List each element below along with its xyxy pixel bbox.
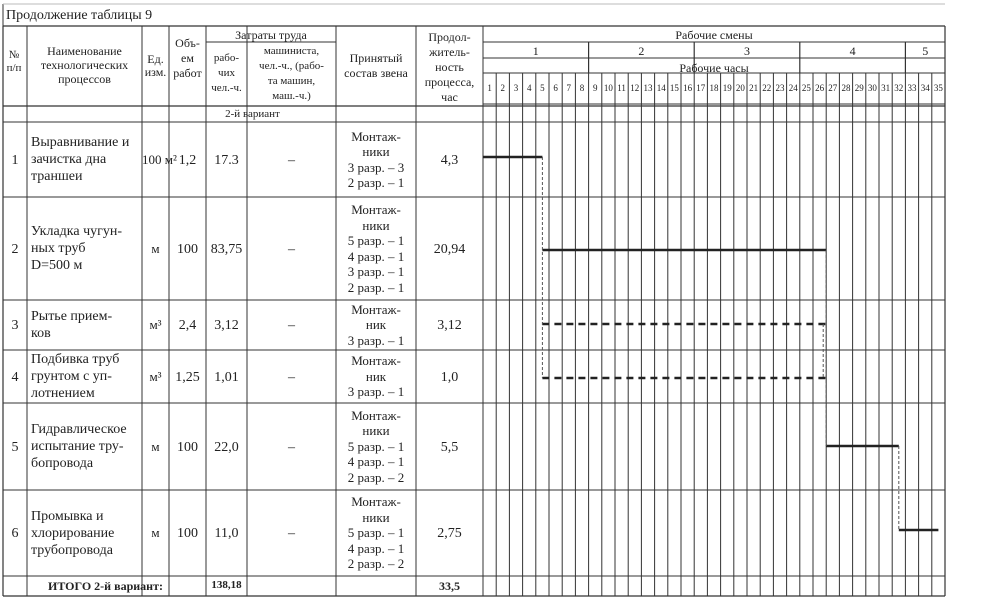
shift-number: 2 [638, 44, 645, 58]
hour-number: 12 [630, 83, 640, 93]
row-crew: Монтаж- ники 5 разр. – 1 4 разр. – 1 2 разр. – 2 [347, 494, 405, 572]
hour-number: 21 [749, 83, 759, 93]
row-process-name: Укладка чугун- ных труб D=500 м [31, 224, 123, 273]
hour-number: 4 [526, 83, 532, 93]
row-unit: 100 м² [142, 151, 177, 167]
row-number: 5 [11, 439, 19, 455]
hour-number: 11 [617, 83, 626, 93]
row-workers: 83,75 [210, 241, 243, 257]
row-duration: 5,5 [440, 439, 459, 455]
hour-number: 16 [683, 83, 693, 93]
row-crew: Монтаж- ник 3 разр. – 1 [347, 301, 405, 348]
header-duration: Продол- житель- ность процесса, час [424, 30, 475, 104]
header-crew: Принятый состав звена [344, 51, 408, 80]
row-process-name: Рытье прием- ков [31, 309, 113, 341]
hour-number: 9 [592, 83, 598, 93]
hour-number: 35 [933, 83, 943, 93]
row-process-name: Выравнивание и зачистка дна траншеи [31, 135, 130, 184]
row-unit: м³ [149, 317, 162, 332]
row-crew: Монтаж- ники 5 разр. – 1 4 разр. – 1 3 разр. – 1 2 разр. – 1 [347, 202, 405, 295]
hour-number: 32 [894, 83, 904, 93]
row-workers: 1,01 [214, 369, 239, 385]
row-number: 6 [11, 526, 19, 541]
header-machinist: машиниста, чел.-ч., (рабо- та машин, маш.-ч.) [259, 45, 324, 102]
row-duration: 3,12 [437, 318, 462, 333]
hour-number: 25 [801, 83, 811, 93]
shift-number: 5 [922, 44, 929, 58]
hour-number: 33 [907, 83, 917, 93]
table-caption: Продолжение таблицы 9 [6, 8, 153, 23]
row-unit: м [151, 525, 160, 540]
hour-number: 20 [735, 83, 745, 93]
row-volume: 100 [177, 241, 198, 257]
total-label: ИТОГО 2-й вариант: [48, 579, 163, 593]
hour-number: 6 [553, 83, 558, 93]
hour-number: 19 [722, 83, 732, 93]
total-duration: 33,5 [439, 579, 460, 593]
row-machinist: – [288, 241, 295, 257]
row-machinist: – [288, 439, 295, 455]
hour-number: 27 [828, 83, 838, 93]
row-machinist: – [288, 369, 295, 385]
header-volume: Объ- ем работ [173, 36, 202, 80]
header-shifts-title: Рабочие смены [675, 28, 753, 42]
hour-number: 3 [513, 83, 519, 93]
row-unit: м [151, 240, 160, 256]
row-number: 1 [11, 152, 19, 168]
row-duration: 2,75 [437, 526, 462, 541]
hour-number: 22 [762, 83, 772, 93]
row-duration: 4,3 [440, 152, 459, 168]
header-unit: Ед. изм. [144, 52, 167, 79]
hour-number: 28 [841, 83, 851, 93]
hour-number: 14 [656, 83, 666, 93]
row-unit: м [151, 438, 160, 454]
header-workers: рабо- чих чел.-ч. [211, 52, 242, 94]
shift-number: 4 [849, 44, 856, 58]
hour-number: 1 [487, 83, 492, 93]
row-workers: 22,0 [214, 439, 239, 455]
total-workers: 138,18 [211, 579, 242, 591]
hour-number: 5 [540, 83, 545, 93]
header-num: № п/п [6, 49, 22, 74]
row-process-name: Гидравлическое испытание тру- бопровода [31, 422, 127, 471]
hour-number: 26 [815, 83, 825, 93]
hour-number: 23 [775, 83, 785, 93]
row-volume: 1,25 [175, 369, 200, 385]
row-volume: 1,2 [178, 152, 197, 168]
header-process-name: Наименование технологических процессов [40, 44, 129, 86]
row-crew: Монтаж- ники 5 разр. – 1 4 разр. – 1 2 разр. – 2 [347, 407, 405, 485]
hour-number: 2 [500, 83, 506, 93]
row-unit: м³ [149, 368, 162, 384]
header-hours-title: Рабочие часы [679, 61, 749, 75]
row-volume: 100 [177, 526, 198, 541]
row-machinist: – [288, 526, 295, 541]
row-duration: 20,94 [433, 241, 466, 257]
row-number: 2 [11, 241, 19, 257]
hour-number: 15 [669, 83, 679, 93]
row-crew: Монтаж- ники 3 разр. – 3 2 разр. – 1 [347, 128, 405, 190]
row-machinist: – [288, 152, 295, 168]
shift-number: 3 [743, 44, 750, 58]
header-labor: Затраты труда [235, 28, 307, 42]
hour-number: 34 [920, 83, 930, 93]
row-volume: 2,4 [178, 318, 197, 333]
row-process-name: Подбивка труб грунтом с уп- лотнением [31, 352, 120, 401]
hour-number: 13 [643, 83, 653, 93]
row-volume: 100 [177, 439, 198, 455]
row-duration: 1,0 [440, 369, 459, 385]
row-workers: 11,0 [214, 526, 239, 541]
hour-number: 10 [603, 83, 613, 93]
shift-number: 1 [532, 44, 539, 58]
row-process-name: Промывка и хлорирование трубопровода [31, 508, 115, 558]
hour-number: 24 [788, 83, 798, 93]
hour-number: 29 [854, 83, 864, 93]
hour-number: 31 [881, 83, 891, 93]
variant-label: 2-й вариант [225, 108, 280, 120]
row-number: 4 [11, 369, 19, 385]
row-workers: 3,12 [214, 318, 239, 333]
row-machinist: – [288, 318, 295, 333]
hour-number: 7 [566, 83, 572, 93]
hour-number: 30 [867, 83, 877, 93]
hour-number: 18 [709, 83, 719, 93]
row-number: 3 [11, 318, 19, 333]
hour-number: 8 [579, 83, 585, 93]
row-crew: Монтаж- ник 3 разр. – 1 [347, 353, 405, 400]
row-workers: 17.3 [214, 152, 239, 168]
hour-number: 17 [696, 83, 706, 93]
